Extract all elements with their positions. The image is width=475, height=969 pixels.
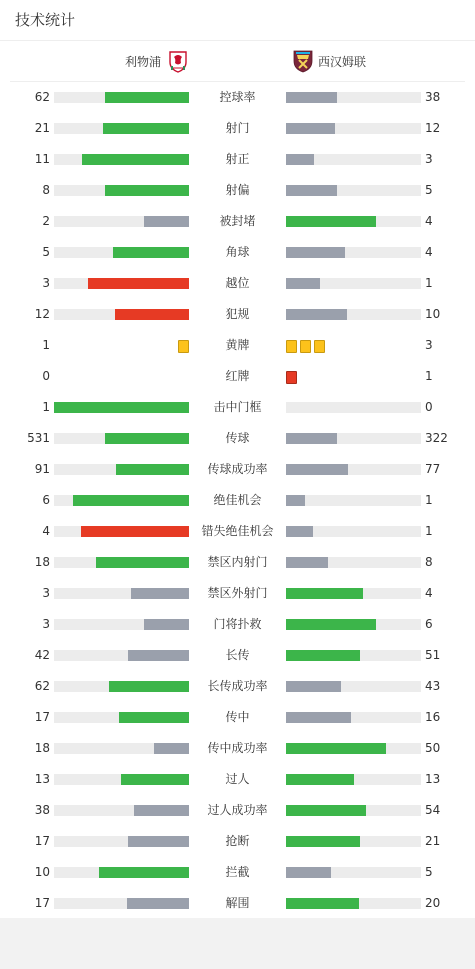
home-bar-fill <box>109 681 189 692</box>
stat-row <box>0 702 475 733</box>
away-bar-fill <box>286 650 360 661</box>
away-bar-fill <box>286 712 351 723</box>
home-value: 1 <box>42 338 50 352</box>
stat-row <box>0 206 475 237</box>
stat-row <box>0 578 475 609</box>
home-value: 17 <box>34 710 50 724</box>
home-bar-track <box>54 123 189 134</box>
away-value: 51 <box>425 648 441 662</box>
home-value: 10 <box>34 865 50 879</box>
away-value: 5 <box>425 865 433 879</box>
stat-label: 射门 <box>225 121 250 135</box>
stat-row <box>0 733 475 764</box>
stat-row <box>0 175 475 206</box>
stat-row <box>0 82 475 113</box>
home-bar-fill <box>81 526 189 537</box>
away-team[interactable] <box>292 49 366 73</box>
stat-label: 传球 <box>225 431 250 445</box>
away-bar-track <box>286 464 421 475</box>
away-value: 54 <box>425 803 441 817</box>
home-bar-fill <box>144 619 189 630</box>
away-bar-fill <box>286 216 376 227</box>
home-bar-fill <box>88 278 189 289</box>
away-bar-fill <box>286 154 314 165</box>
home-bar-fill <box>82 154 189 165</box>
stat-label: 错失绝佳机会 <box>201 524 274 538</box>
home-value: 38 <box>34 803 50 817</box>
away-value: 6 <box>425 617 433 631</box>
home-value: 1 <box>42 400 50 414</box>
stat-label: 门将扑救 <box>213 617 262 631</box>
away-value: 4 <box>425 586 433 600</box>
away-value: 20 <box>425 896 441 910</box>
away-value: 43 <box>425 679 441 693</box>
stat-label: 长传 <box>225 648 250 662</box>
home-bar-track <box>54 650 189 661</box>
stat-label: 击中门框 <box>213 400 262 414</box>
stat-row <box>0 516 475 547</box>
home-bar-track <box>54 185 189 196</box>
home-bar-fill <box>116 464 189 475</box>
home-value: 3 <box>42 617 50 631</box>
away-bar-fill <box>286 464 348 475</box>
away-value: 8 <box>425 555 433 569</box>
home-bar-fill <box>99 867 189 878</box>
home-value: 17 <box>34 896 50 910</box>
away-bar-track <box>286 309 421 320</box>
home-team[interactable] <box>125 49 189 73</box>
away-value: 3 <box>425 152 433 166</box>
away-bar-fill <box>286 805 366 816</box>
stat-label: 被封堵 <box>219 214 256 228</box>
home-bar-fill <box>154 743 189 754</box>
away-bar-fill <box>286 681 341 692</box>
home-bar-track <box>54 774 189 785</box>
away-bar-fill <box>286 557 328 568</box>
away-bar-fill <box>286 433 337 444</box>
stat-row <box>0 857 475 888</box>
home-bar-track <box>54 433 189 444</box>
home-bar-track <box>54 557 189 568</box>
red-card-icon <box>286 371 297 384</box>
home-bar-fill <box>128 650 189 661</box>
yellow-card-icon <box>300 340 311 353</box>
away-bar-track <box>286 867 421 878</box>
stat-label: 传球成功率 <box>207 462 268 476</box>
home-cards <box>178 340 189 352</box>
home-bar-fill <box>115 309 189 320</box>
home-bar-track <box>54 619 189 630</box>
home-bar-track <box>54 681 189 692</box>
home-bar-track <box>54 526 189 537</box>
away-bar-track <box>286 836 421 847</box>
stat-label: 越位 <box>225 276 250 290</box>
away-bar-fill <box>286 898 359 909</box>
stat-row <box>0 113 475 144</box>
home-value: 18 <box>34 741 50 755</box>
away-value: 16 <box>425 710 441 724</box>
stat-label: 犯规 <box>225 307 250 321</box>
home-bar-track <box>54 836 189 847</box>
home-value: 62 <box>34 679 50 693</box>
home-bar-track <box>54 898 189 909</box>
away-bar-track <box>286 712 421 723</box>
home-value: 11 <box>34 152 50 166</box>
away-value: 50 <box>425 741 441 755</box>
away-bar-track <box>286 743 421 754</box>
away-bar-fill <box>286 836 360 847</box>
stat-label: 射正 <box>225 152 250 166</box>
stat-label: 解围 <box>225 896 250 910</box>
away-bar-fill <box>286 743 386 754</box>
stat-label: 角球 <box>225 245 250 259</box>
home-bar-fill <box>127 898 189 909</box>
stat-label: 过人 <box>225 772 250 786</box>
home-value: 6 <box>42 493 50 507</box>
away-bar-track <box>286 92 421 103</box>
away-bar-track <box>286 526 421 537</box>
stat-row <box>0 671 475 702</box>
away-bar-track <box>286 433 421 444</box>
away-value: 1 <box>425 524 433 538</box>
away-bar-track <box>286 123 421 134</box>
home-bar-track <box>54 154 189 165</box>
home-value: 17 <box>34 834 50 848</box>
home-value: 531 <box>27 431 50 445</box>
home-bar-fill <box>131 588 189 599</box>
home-bar-track <box>54 805 189 816</box>
home-value: 3 <box>42 586 50 600</box>
home-value: 21 <box>34 121 50 135</box>
home-value: 42 <box>34 648 50 662</box>
stat-label: 红牌 <box>225 369 250 383</box>
home-value: 3 <box>42 276 50 290</box>
stat-label: 黄牌 <box>225 338 250 352</box>
stat-row <box>0 485 475 516</box>
away-bar-fill <box>286 774 354 785</box>
stat-row <box>0 392 475 423</box>
away-bar-track <box>286 557 421 568</box>
away-value: 1 <box>425 493 433 507</box>
stat-row <box>0 764 475 795</box>
home-bar-track <box>54 743 189 754</box>
yellow-card-icon <box>286 340 297 353</box>
home-bar-fill <box>119 712 189 723</box>
home-value: 18 <box>34 555 50 569</box>
stat-row <box>0 826 475 857</box>
home-bar-track <box>54 464 189 475</box>
away-bar-track <box>286 588 421 599</box>
home-bar-fill <box>128 836 189 847</box>
stat-label: 禁区内射门 <box>207 555 268 569</box>
away-bar-fill <box>286 247 345 258</box>
yellow-card-icon <box>314 340 325 353</box>
home-bar-fill <box>105 185 189 196</box>
away-bar-fill <box>286 526 313 537</box>
away-value: 3 <box>425 338 433 352</box>
home-bar-track <box>54 588 189 599</box>
stat-label: 控球率 <box>219 90 256 104</box>
away-cards <box>286 340 325 352</box>
away-bar-track <box>286 495 421 506</box>
away-value: 1 <box>425 276 433 290</box>
away-value: 0 <box>425 400 433 414</box>
away-bar-track <box>286 650 421 661</box>
stat-row <box>0 454 475 485</box>
away-bar-fill <box>286 495 305 506</box>
teams-header <box>10 41 465 82</box>
home-value: 2 <box>42 214 50 228</box>
away-bar-track <box>286 247 421 258</box>
stat-row <box>0 268 475 299</box>
home-bar-fill <box>96 557 189 568</box>
home-bar-fill <box>103 123 189 134</box>
home-bar-fill <box>113 247 189 258</box>
west-ham-crest-icon <box>292 49 314 73</box>
home-value: 91 <box>34 462 50 476</box>
stat-row <box>0 423 475 454</box>
away-value: 322 <box>425 431 448 445</box>
away-bar-fill <box>286 309 347 320</box>
away-value: 4 <box>425 214 433 228</box>
stat-row <box>0 547 475 578</box>
home-bar-track <box>54 712 189 723</box>
away-bar-track <box>286 681 421 692</box>
stat-row <box>0 330 475 361</box>
away-bar-track <box>286 402 421 413</box>
home-bar-track <box>54 247 189 258</box>
away-bar-track <box>286 805 421 816</box>
home-bar-track <box>54 309 189 320</box>
home-bar-fill <box>134 805 189 816</box>
away-value: 21 <box>425 834 441 848</box>
stat-label: 抢断 <box>225 834 250 848</box>
home-bar-fill <box>105 433 189 444</box>
stat-label: 射偏 <box>225 183 250 197</box>
home-value: 5 <box>42 245 50 259</box>
away-bar-track <box>286 278 421 289</box>
liverpool-crest-icon <box>167 49 189 73</box>
stat-label: 传中 <box>225 710 250 724</box>
stat-row <box>0 237 475 268</box>
yellow-card-icon <box>178 340 189 353</box>
stat-row <box>0 609 475 640</box>
stat-label: 绝佳机会 <box>213 493 262 507</box>
stat-label: 禁区外射门 <box>207 586 268 600</box>
home-bar-track <box>54 92 189 103</box>
away-bar-fill <box>286 867 331 878</box>
away-value: 5 <box>425 183 433 197</box>
home-bar-fill <box>144 216 189 227</box>
away-bar-track <box>286 774 421 785</box>
away-value: 77 <box>425 462 441 476</box>
home-value: 0 <box>42 369 50 383</box>
home-bar-fill <box>54 402 189 413</box>
home-bar-fill <box>121 774 189 785</box>
stat-label: 长传成功率 <box>207 679 268 693</box>
away-value: 12 <box>425 121 441 135</box>
home-bar-fill <box>73 495 189 506</box>
away-value: 38 <box>425 90 441 104</box>
away-value: 1 <box>425 369 433 383</box>
home-bar-track <box>54 402 189 413</box>
home-value: 13 <box>34 772 50 786</box>
stat-row <box>0 640 475 671</box>
away-bar-track <box>286 185 421 196</box>
home-bar-track <box>54 867 189 878</box>
stat-label: 过人成功率 <box>207 803 268 817</box>
stat-row <box>0 361 475 392</box>
away-bar-fill <box>286 278 320 289</box>
page-title: 技术统计 <box>0 0 475 41</box>
away-bar-track <box>286 898 421 909</box>
home-bar-track <box>54 278 189 289</box>
away-value: 13 <box>425 772 441 786</box>
away-bar-fill <box>286 123 335 134</box>
away-value: 10 <box>425 307 441 321</box>
home-bar-fill <box>105 92 189 103</box>
away-bar-fill <box>286 185 337 196</box>
away-bar-track <box>286 619 421 630</box>
away-team-name: 西汉姆联 <box>318 54 367 69</box>
away-bar-track <box>286 216 421 227</box>
home-value: 8 <box>42 183 50 197</box>
stats-list <box>0 82 475 919</box>
away-bar-fill <box>286 588 363 599</box>
away-bar-track <box>286 154 421 165</box>
stat-row <box>0 795 475 826</box>
home-value: 12 <box>34 307 50 321</box>
home-value: 62 <box>34 90 50 104</box>
away-value: 4 <box>425 245 433 259</box>
away-cards <box>286 371 297 383</box>
stat-row <box>0 299 475 330</box>
home-bar-track <box>54 495 189 506</box>
home-team-name: 利物浦 <box>125 54 162 69</box>
away-bar-fill <box>286 92 337 103</box>
stat-label: 拦截 <box>225 865 250 879</box>
stat-row <box>0 888 475 919</box>
home-value: 4 <box>42 524 50 538</box>
home-bar-track <box>54 216 189 227</box>
stat-row <box>0 144 475 175</box>
stat-label: 传中成功率 <box>207 741 268 755</box>
away-bar-fill <box>286 619 376 630</box>
